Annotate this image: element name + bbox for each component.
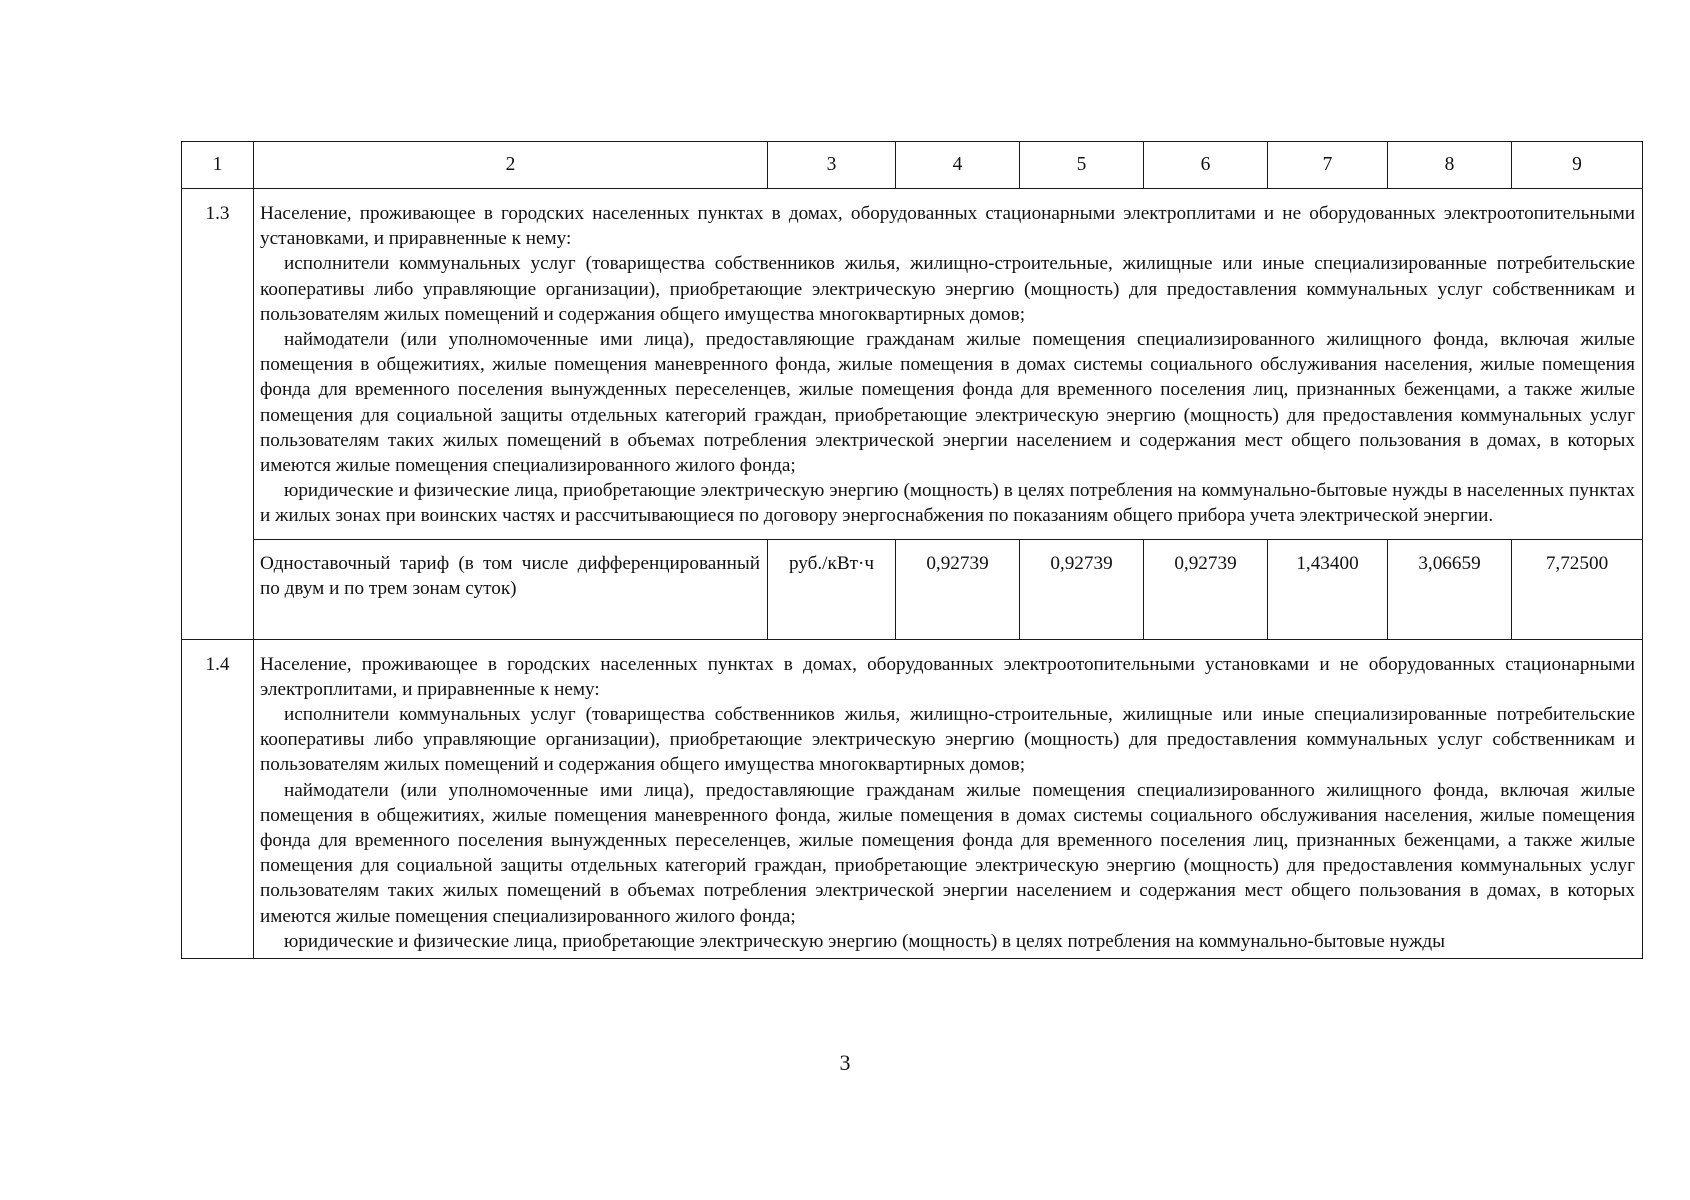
tariff-value: 0,92739 [1020,539,1144,639]
header-cell: 3 [768,142,896,189]
category-heading: Население, проживающее в городских населенных пунктах в домах, оборудованных электроотопительными установками и не оборудованных стационарными электроплитами, и приравненные к нему: [260,653,1635,700]
tariff-name: Одноставочный тариф (в том числе дифференцированный по двум и по трем зонам суток) [254,539,768,639]
header-cell: 8 [1388,142,1512,189]
header-cell: 9 [1512,142,1643,189]
page-number: 3 [839,1050,851,1075]
tariff-value: 0,92739 [1144,539,1268,639]
category-paragraph: исполнители коммунальных услуг (товарищества собственников жилья, жилищно-строительные, жилищные или иные специализированные потребительские кооперативы либо управляющие организации), приобретающие электрическую энергию (мощность) для предоставления коммунальных услуг собственникам и пользователям жилых помещений и содержания общего имущества многоквартирных домов; [260,704,1635,776]
category-paragraph: исполнители коммунальных услуг (товарищества собственников жилья, жилищно-строительные, жилищные или иные специализированные потребительские кооперативы либо управляющие организации), приобретающие электрическую энергию (мощность) для предоставления коммунальных услуг собственникам и пользователям жилых помещений и содержания общего имущества многоквартирных домов; [260,253,1635,325]
tariff-value: 7,72500 [1512,539,1643,639]
tariff-value: 0,92739 [896,539,1020,639]
tariff-value: 3,06659 [1388,539,1512,639]
table-row [182,639,1643,958]
header-cell: 2 [254,142,768,189]
header-cell: 5 [1020,142,1144,189]
header-cell: 6 [1144,142,1268,189]
row-description [254,639,1643,958]
header-cell: 4 [896,142,1020,189]
tariff-value: 1,43400 [1268,539,1388,639]
table-row [182,189,1643,540]
category-paragraph: наймодатели (или уполномоченные ими лица), предоставляющие гражданам жилые помещения специализированного жилищного фонда, включая жилые помещения в общежитиях, жилые помещения маневренного фонда, жилые помещения в домах системы социального обслуживания населения, жилые помещения фонда для временного поселения вынужденных переселенцев, жилые помещения фонда для временного поселения лиц, признанных беженцами, а также жилые помещения для социальной защиты отдельных категорий граждан, приобретающие электрическую энергию (мощность) для предоставления коммунальных услуг пользователям таких жилых помещений в объемах потребления электрической энергии населением и содержания мест общего пользования в домах, в которых имеются жилые помещения специализированного жилого фонда; [260,329,1635,477]
row-number: 1.3 [182,189,254,640]
header-cell: 7 [1268,142,1388,189]
category-paragraph: юридические и физические лица, приобретающие электрическую энергию (мощность) в целях потребления на коммунально-бытовые нужды [284,930,1446,952]
tariff-unit: руб./кВт·ч [768,539,896,639]
table-row [182,539,1643,639]
tariff-table [181,141,1643,959]
table-header-row [182,142,1643,189]
category-paragraph: наймодатели (или уполномоченные ими лица), предоставляющие гражданам жилые помещения специализированного жилищного фонда, включая жилые помещения в общежитиях, жилые помещения маневренного фонда, жилые помещения в домах системы социального обслуживания населения, жилые помещения фонда для временного поселения вынужденных переселенцев, жилые помещения фонда для временного поселения лиц, признанных беженцами, а также жилые помещения для социальной защиты отдельных категорий граждан, приобретающие электрическую энергию (мощность) для предоставления коммунальных услуг пользователям таких жилых помещений в объемах потребления электрической энергии населением и содержания мест общего пользования в домах, в которых имеются жилые помещения специализированного жилого фонда; [260,779,1635,927]
row-number: 1.4 [182,639,254,958]
category-paragraph: юридические и физические лица, приобретающие электрическую энергию (мощность) в целях потребления на коммунально-бытовые нужды в населенных пунктах и жилых зонах при воинских частях и рассчитывающиеся по договору энергоснабжения по показаниям общего прибора учета электрической энергии. [260,480,1635,527]
category-heading: Население, проживающее в городских населенных пунктах в домах, оборудованных стационарными электроплитами и не оборудованных электроотопительными установками, и приравненные к нему: [260,203,1635,250]
header-cell: 1 [182,142,254,189]
row-description [254,189,1643,540]
